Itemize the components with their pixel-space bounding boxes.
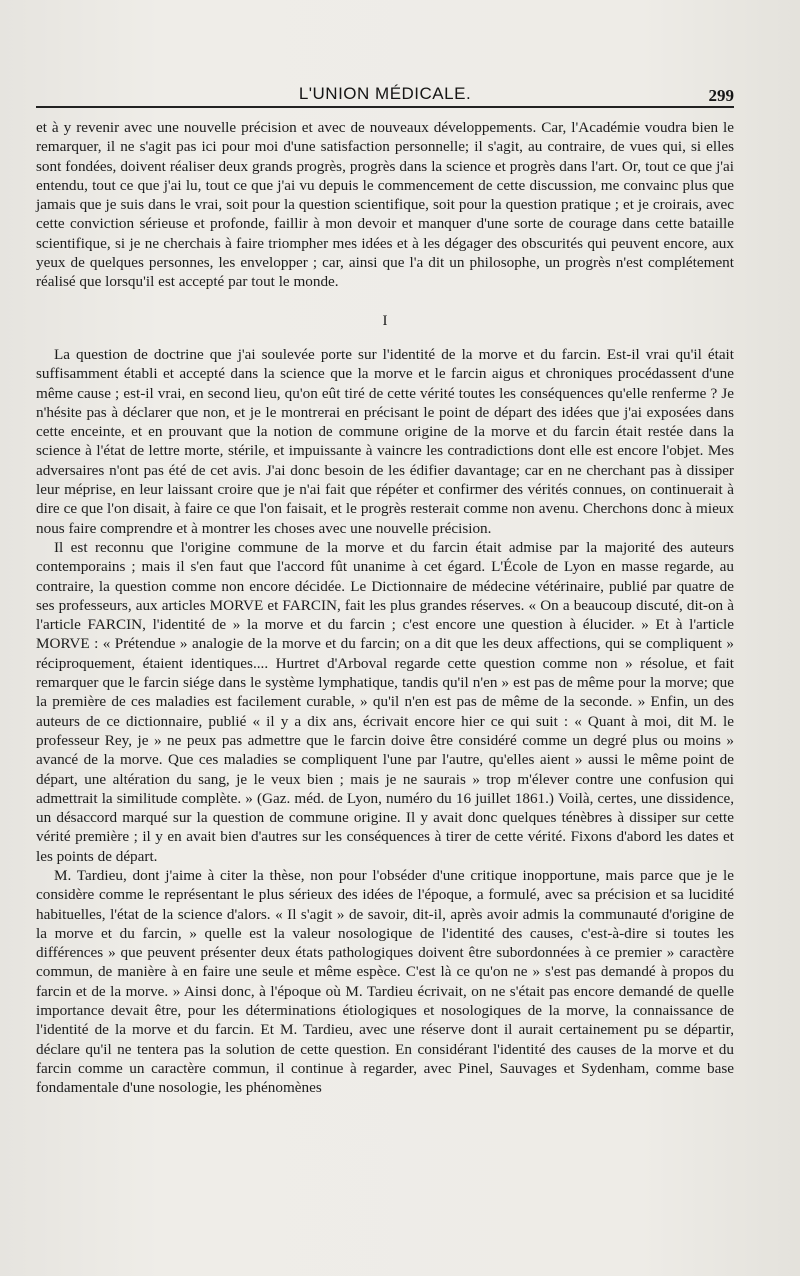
paragraph-continuation: et à y revenir avec une nouvelle précision et avec de nouveaux développements. Car, l'Académie voudra bien le remarquer, il ne s'agit pas ici pour moi d'une satisfaction personnelle; il s'agit, au contraire, de vues qui, si elles sont fondées, doivent réaliser deux grands progrès, progrès dans la science et progrès dans l'art. Or, tout ce que j'ai entendu, tout ce que j'ai lu, tout ce que j'ai vu depuis le commencement de cette discussion, me convainc plus que jamais que je suis dans le vrai, soit pour la question scientifique, soit pour la question pratique ; et je croirais, avec cette conviction sérieuse et profonde, faillir à mon devoir et manquer d'une sorte de courage dans cette bataille scientifique, si je ne cherchais à faire triompher mes idées et à les dégager des obscurités qui peuvent encore, aux yeux de quelques personnes, les envelopper ; car, ainsi que l'a dit un philosophe, un progrès n'est complétement réalisé que lorsqu'il est accepté par tout le monde. — [36, 119, 734, 291]
paragraph-lyon-school: Il est reconnu que l'origine commune de la morve et du farcin était admise par la majorité des auteurs contemporains ; mais il s'en faut que l'accord fût unanime à cet égard. L'École de Lyon en masse regarde, au contraire, la question comme non encore décidée. Le Dictionnaire de médecine vétérinaire, publié par quatre de ses professeurs, aux articles MORVE et FARCIN, fait les plus grandes réserves. « On a beaucoup discuté, dit-on à l'article FARCIN, l'identité de » la morve et du farcin ; c'est encore une question à élucider. » Et à l'article MORVE : « Prétendue » analogie de la morve et du farcin; on a dit que les deux affections, qui se compliquent » réciproquement, étaient identiques.... Hurtret d'Arboval regarde cette question comme non » résolue, et fait remarquer que le farcin siége dans le système lymphatique, tandis qu'il n'en » est pas de même pour la morve; que la première de ces maladies est facilement curable, » qu'il n'en est pas de même de la seconde. » Enfin, un des auteurs de ce dictionnaire, publié « il y a dix ans, écrivait encore hier ce qui suit : « Quant à moi, dit M. le professeur Rey, je » ne peux pas admettre que le farcin doive être considéré comme un degré plus ou moins » avancé de la morve. Que ces maladies se compliquent l'une par l'autre, qu'elles aient » aussi le même point de départ, une altération du sang, je le veux bien ; mais je ne saurais » trop m'élever contre une confusion qui admettrait la similitude complète. » (Gaz. méd. de Lyon, numéro du 16 juillet 1861.) Voilà, certes, une dissidence, un désaccord marqué sur la question de commune origine. Il y avait donc quelques ténèbres à dissiper sur cette vérité première ; il y en avait bien d'autres sur les conséquences à tirer de cette vérité. Fixons d'abord les dates et les points de départ. — [36, 538, 734, 865]
page-header — [36, 78, 734, 108]
running-title: L'UNION MÉDICALE. — [298, 84, 472, 103]
article-body — [36, 118, 734, 1098]
paragraph-doctrine-question: La question de doctrine que j'ai soulevée porte sur l'identité de la morve et du farcin. Est-il vrai qu'il était suffisamment établi et accepté dans la science que la morve et le farcin aigus et chroniques procédassent d'une même cause ; est-il vrai, en second lieu, qu'on eût tiré de cette vérité toutes les conséquences qu'elle renferme ? Je n'hésite pas à déclarer que non, et je le montrerai en précisant le point de départ des idées que j'ai exposées dans cette enceinte, et en prouvant que la notion de commune origine de la morve et du farcin était restée dans la science à l'état de lettre morte, stérile, et impuissante à vaincre les contradictions dont elle est encore l'objet. Mes adversaires n'ont pas été de cet avis. J'ai donc besoin de les édifier davantage; car en ne cherchant pas à dissiper leur méprise, en leur laissant croire que je n'ai fait que répéter et confirmer des vérités connues, on continuerait à dire ce que l'on disait, à faire ce que l'on faisait, et le progrès resterait comme non avenu. Cherchons donc à mieux nous faire comprendre et à montrer les choses avec une nouvelle précision. — [36, 345, 734, 537]
page-number: 299 — [708, 86, 734, 105]
paragraph-tardieu: M. Tardieu, dont j'aime à citer la thèse, non pour l'obséder d'une critique inopportune, mais parce que je le considère comme le représentant le plus sérieux des idées de l'époque, a formulé, avec sa précision et sa lucidité habituelles, l'état de la science d'alors. « Il s'agit » de savoir, dit-il, après avoir admis la communauté d'origine de la morve et du farcin, » quelle est la valeur nosologique de l'identité des causes, c'est-à-dire si toutes les différences » que peuvent présenter deux états pathologiques doivent être subordonnées à ce premier » caractère commun, de manière à en faire une seule et même espèce. C'est là ce qu'on ne » s'est pas demandé à propos du farcin et de la morve. » Ainsi donc, à l'époque où M. Tardieu écrivait, on ne s'était pas encore demandé de quelle importance devait être, pour les déterminations étiologiques et nosologiques de la morve, la connaissance de l'identité de la morve et du farcin. Et M. Tardieu, avec une réserve dont il aurait certainement pu se départir, déclare qu'il ne tentera pas la solution de cette question. En considérant l'identité des causes de la morve et du farcin comme un caractère commun, il continue à regarder, avec Pinel, Sauvages et Sydenham, comme base fondamentale d'une nosologie, les phénomènes — [36, 866, 734, 1097]
section-heading: I — [382, 312, 388, 329]
